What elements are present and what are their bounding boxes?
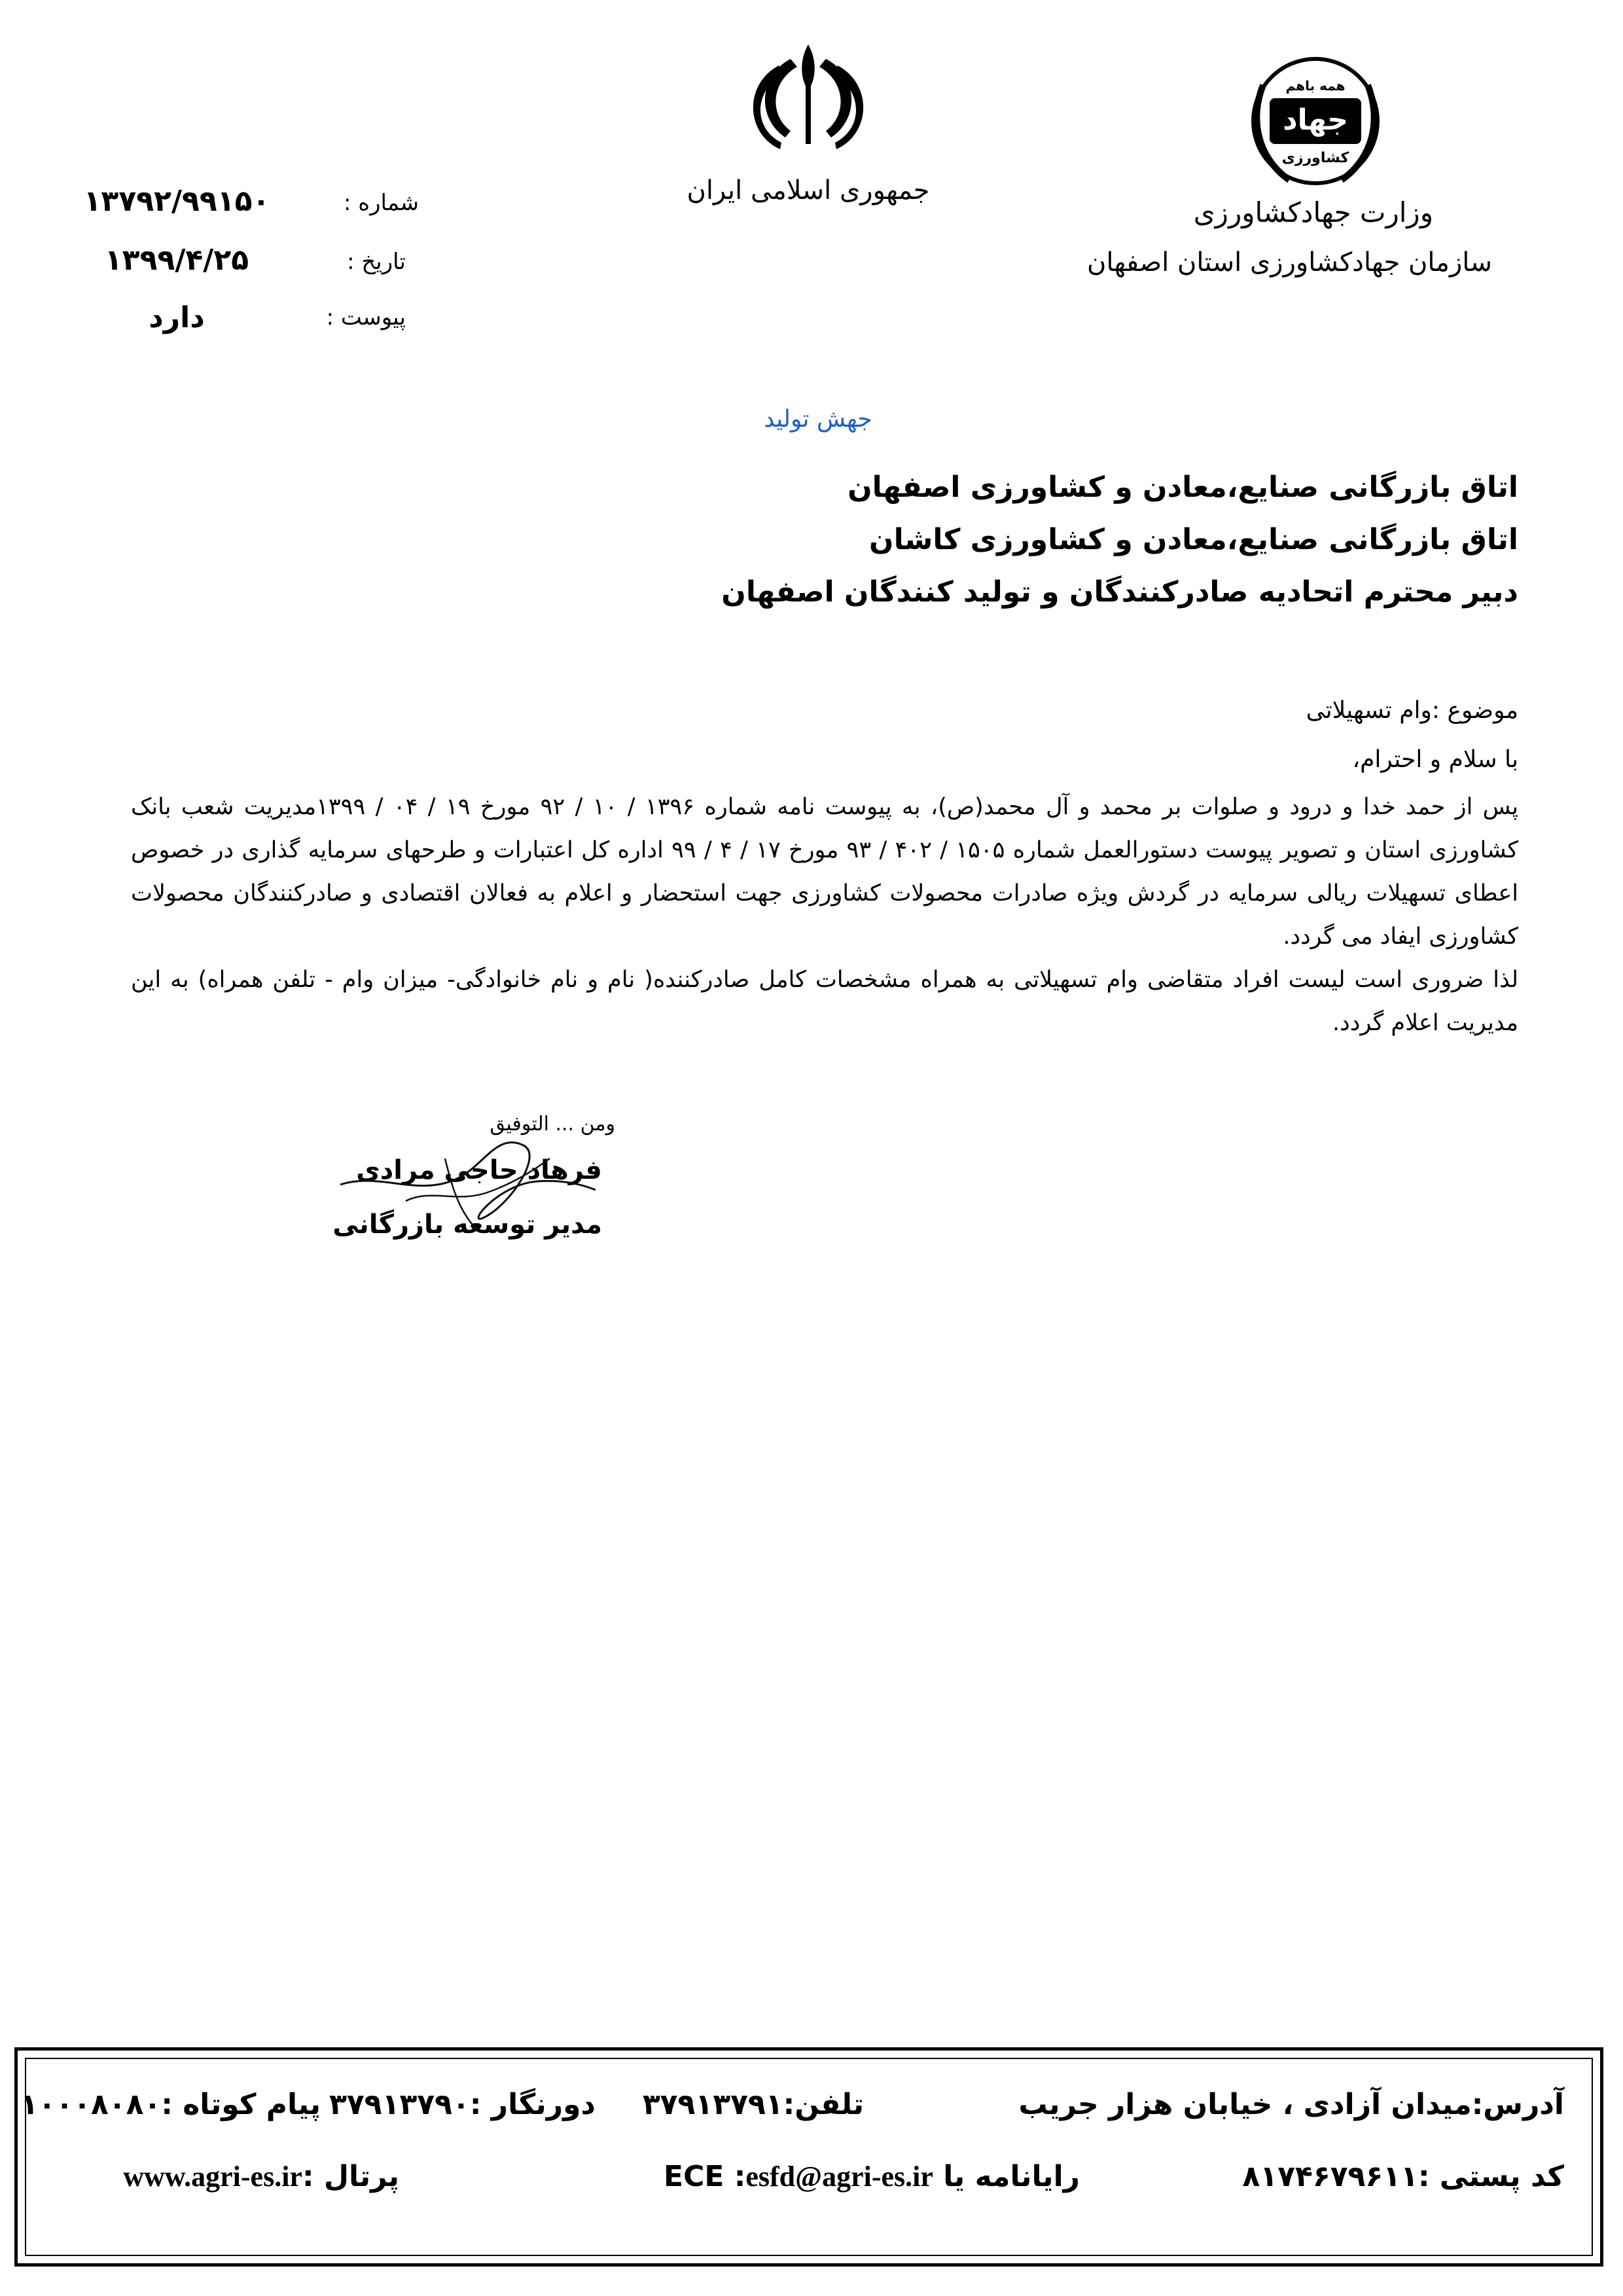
body-paragraph: پس از حمد خدا و درود و صلوات بر محمد و آل محمد(ص)، به پیوست نامه شماره ۱۳۹۶ / ۱۰ / ۹۲ مورخ ۱۹ / ۰۴ / ۱۳۹۹مدیریت شعب بانک کشاورزی استان و تصویر پیوست دستورالعمل شماره ۱۵۰۵ / ۴۰۲ / ۹۳ مورخ ۱۷ / ۴ / ۹۹ اداره کل اعتبارات و طرحهای سرمایه گذاری در خصوص اعطای تسهیلات ریالی سرمایه در گردش ویژه صادرات محصولات کشاورزی جهت استحضار و اعلام به فعالان اقتصادی و صادرکنندگان محصولات کشاورزی ایفاد می گردد. — [131, 794, 1519, 950]
footer-email — [661, 2160, 1080, 2193]
fax-label: دورنگار : — [469, 2088, 596, 2121]
logo-top-text: همه باهم — [1285, 78, 1346, 94]
recipient-line: دبیر محترم اتحادیه صادرکنندگان و تولید کنندگان اصفهان — [721, 575, 1518, 609]
logo-bottom-text: کشاورزی — [1281, 150, 1349, 166]
letter-date: ۱۳۹۹/۴/۲۵ — [104, 243, 249, 277]
signer-title: مدیر توسعه بازرگانی — [332, 1210, 602, 1240]
handwritten-signature-icon — [327, 1106, 602, 1250]
logo-main-text: جهاد — [1283, 103, 1348, 137]
attachment-value: دارد — [149, 301, 205, 334]
letter-subject: موضوع :وام تسهیلاتی — [1306, 697, 1518, 724]
footer-phone — [642, 2088, 864, 2121]
recipients-block — [589, 461, 1518, 619]
attachment-label: پیوست : — [326, 304, 406, 331]
footer-postal-code — [1243, 2160, 1564, 2193]
slogan: جهش تولید — [764, 406, 872, 433]
postal-label: کد پستی : — [1418, 2160, 1564, 2193]
recipient-line: اتاق بازرگانی صنایع،معادن و کشاورزی اصفهان — [847, 471, 1518, 504]
sms-value: ۱۰۰۰۸۰۸۰ — [20, 2088, 162, 2121]
country-name: جمهوری اسلامی ایران — [687, 175, 930, 206]
email-label: رایانامه یا ECE : — [664, 2160, 1080, 2193]
letter-number: ۱۳۷۹۲/۹۹۱۵۰ — [83, 185, 270, 218]
date-label: تاریخ : — [347, 249, 406, 275]
signer-name: فرهاد حاجی مرادی — [356, 1155, 602, 1185]
footer-portal — [105, 2160, 399, 2193]
organization-name: سازمان جهادکشاورزی استان اصفهان — [1086, 247, 1492, 278]
portal-label: پرتال : — [302, 2160, 399, 2193]
body-paragraph: لذا ضروری است لیست افراد متقاضی وام تسهیلاتی به همراه مشخصات کامل صادرکننده( نام و نام خانوادگی- میزان وام - تلفن همراه) به این مدیریت اعلام گردد. — [131, 967, 1518, 1036]
recipient-line: اتاق بازرگانی صنایع،معادن و کشاورزی کاشان — [869, 523, 1518, 556]
portal-link[interactable]: www.agri-es.ir — [123, 2161, 302, 2193]
sms-label: پیام کوتاه : — [161, 2088, 321, 2121]
phone-value: ۳۷۹۱۳۷۹۱ — [642, 2088, 783, 2121]
closing-phrase: ومن ... التوفیق — [490, 1113, 615, 1136]
phone-label: تلفن: — [783, 2088, 864, 2121]
number-label: شماره : — [344, 190, 419, 216]
ministry-name: وزارت جهادکشاورزی — [1193, 196, 1433, 228]
letter-greeting: با سلام و احترام، — [1352, 746, 1518, 773]
footer-address: آدرس:میدان آزادی ، خیابان هزار جریب — [1018, 2088, 1564, 2121]
email-value[interactable]: esfd@agri-es.ir — [745, 2161, 933, 2193]
postal-value: ۸۱۷۴۶۷۹۶۱۱ — [1242, 2160, 1418, 2193]
footer-sms — [20, 2088, 321, 2121]
fax-value: ۳۷۹۱۳۷۹۰ — [329, 2088, 470, 2121]
footer-fax — [329, 2088, 596, 2121]
iran-emblem-icon — [740, 39, 877, 151]
jahad-agriculture-logo-icon — [1243, 46, 1387, 196]
letter-body — [131, 785, 1518, 1045]
